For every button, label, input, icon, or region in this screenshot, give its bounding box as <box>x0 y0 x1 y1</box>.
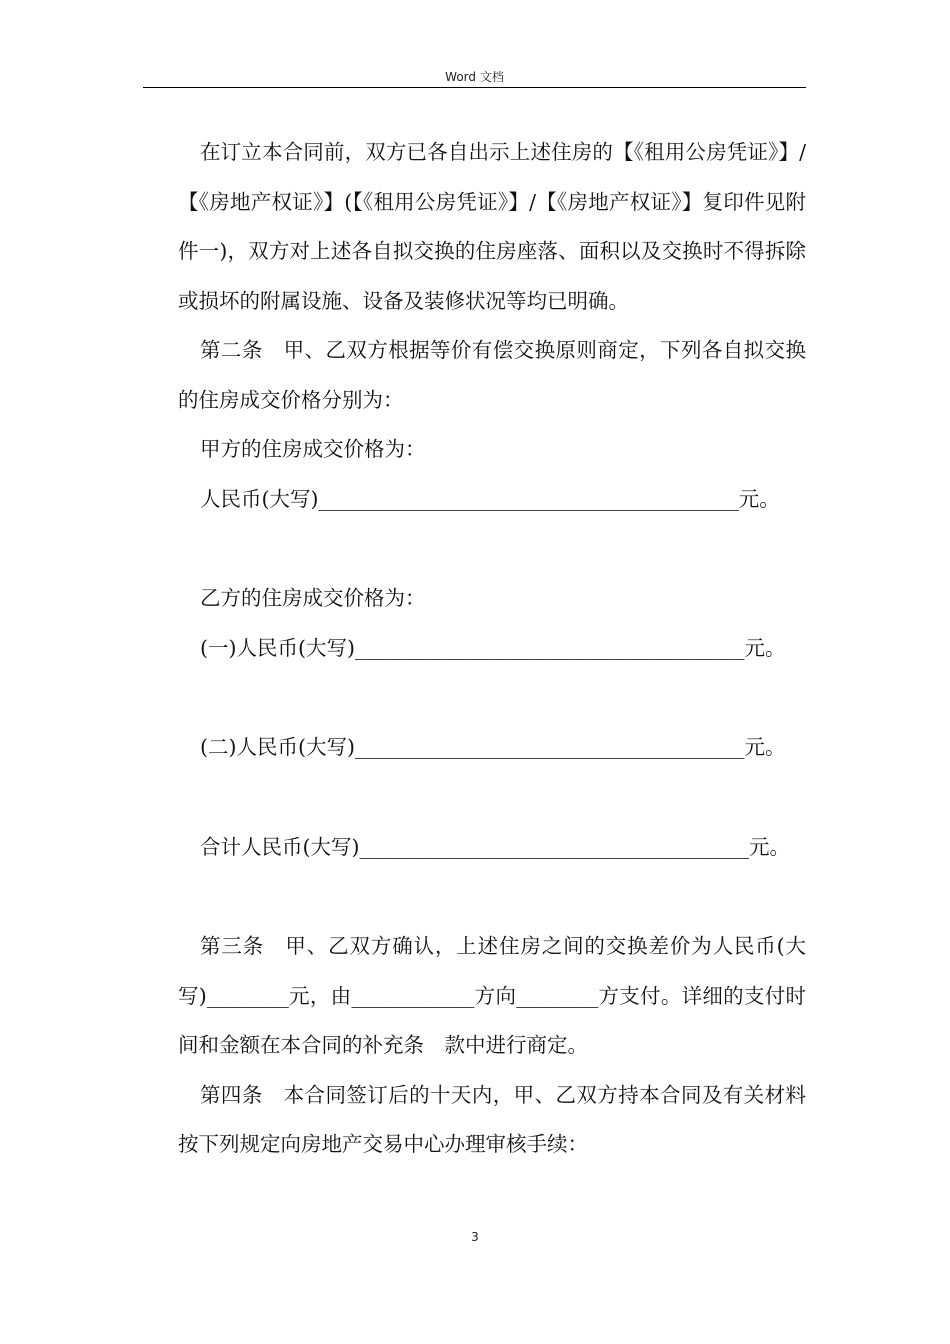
paragraph-party-b-price-1: (一)人民币(大写)______________________________________元。 <box>200 635 786 660</box>
paragraph-article-3: 第三条 甲、乙双方确认，上述住房之间的交换差价为人民币(大写)________元，由____________方向________方支付。详细的支付时间和金额在本合同的补充条 款中进行商定。 <box>178 934 806 1057</box>
paragraph-party-b-price-label: 乙方的住房成交价格为： <box>200 586 426 610</box>
blank-line <box>178 673 806 723</box>
paragraph-party-a-price-label: 甲方的住房成交价格为： <box>200 437 426 461</box>
paragraph-article-2: 第二条 甲、乙双方根据等价有偿交换原则商定，下列各自拟交换的住房成交价格分别为： <box>178 338 806 412</box>
page-number: 3 <box>471 1230 479 1244</box>
header-divider <box>143 87 806 88</box>
blank-line <box>178 773 806 823</box>
paragraph-party-a-price: 人民币(大写)_________________________________________元。 <box>200 486 780 511</box>
paragraph-total-price: 合计人民币(大写)______________________________________元。 <box>200 834 790 859</box>
paragraph-certificates: 在订立本合同前，双方已各自出示上述住房的【《租用公房凭证》】/【《房地产权证》】(【《租用公房凭证》】/【《房地产权证》】复印件见附件一)，双方对上述各自拟交换的住房座落、面积以及交换时不得拆除或损坏的附属设施、设备及装修状况等均已明确。 <box>178 140 806 313</box>
blank-line <box>178 524 806 574</box>
paragraph-article-4: 第四条 本合同签订后的十天内，甲、乙双方持本合同及有关材料按下列规定向房地产交易中心办理审核手续： <box>178 1082 806 1156</box>
blank-line <box>178 872 806 922</box>
paragraph-party-b-price-2: (二)人民币(大写)______________________________________元。 <box>200 735 786 759</box>
page-header: Word 文档 <box>445 70 504 84</box>
document-body <box>178 128 806 1170</box>
